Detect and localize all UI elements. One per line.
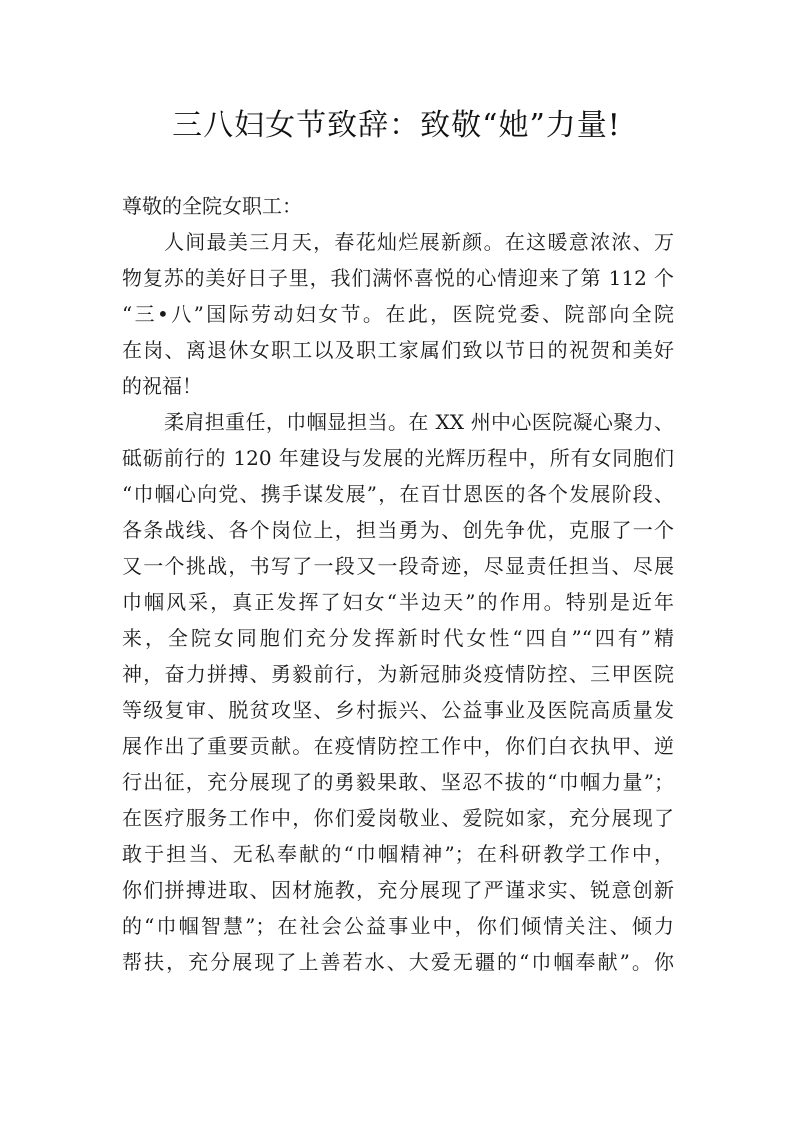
paragraph-line: 展作出了重要贡献。在疫情防控工作中，你们白衣执甲、逆: [122, 734, 674, 758]
document-title: 三八妇女节致辞：致敬“她”力量!: [172, 108, 621, 143]
paragraph-line: 在岗、离退休女职工以及职工家属们致以节日的祝贺和美好: [122, 338, 674, 362]
paragraph-line: 行出征，充分展现了的勇毅果敢、坚忍不拔的“巾帼力量”；: [122, 770, 674, 794]
paragraph-line: 帮扶，充分展现了上善若水、大爱无疆的“巾帼奉献”。你: [122, 950, 674, 974]
paragraph-line: “巾帼心向党、携手谋发展”，在百廿恩医的各个发展阶段、: [122, 482, 674, 506]
paragraph-line: 柔肩担重任，巾帼显担当。在 XX 州中心医院凝心聚力、: [164, 410, 674, 434]
paragraph-line: 敢于担当、无私奉献的“巾帼精神”；在科研教学工作中，: [122, 842, 674, 866]
paragraph-achievements: [122, 404, 674, 980]
paragraph-line: 人间最美三月天，春花灿烂展新颜。在这暖意浓浓、万: [164, 230, 674, 254]
paragraph-line: 物复苏的美好日子里，我们满怀喜悦的心情迎来了第 112 个: [122, 266, 674, 290]
paragraph-line: 来，全院女同胞们充分发挥新时代女性“四自”“四有”精: [122, 626, 674, 650]
paragraph-line: 神，奋力拼搏、勇毅前行，为新冠肺炎疫情防控、三甲医院: [122, 662, 674, 686]
paragraph-line: “三•八”国际劳动妇女节。在此，医院党委、院部向全院: [122, 302, 674, 326]
paragraph-line: 各条战线、各个岗位上，担当勇为、创先争优，克服了一个: [122, 518, 674, 542]
paragraph-line: 的祝福！: [122, 374, 202, 398]
salutation: 尊敬的全院女职工：: [122, 194, 302, 218]
paragraph-line: 巾帼风采，真正发挥了妇女“半边天”的作用。特别是近年: [122, 590, 674, 614]
paragraph-line: 的“巾帼智慧”；在社会公益事业中，你们倾情关注、倾力: [122, 914, 674, 938]
paragraph-greeting: [122, 224, 674, 404]
paragraph-line: 等级复审、脱贫攻坚、乡村振兴、公益事业及医院高质量发: [122, 698, 674, 722]
paragraph-line: 砥砺前行的 120 年建设与发展的光辉历程中，所有女同胞们: [122, 446, 674, 470]
paragraph-line: 又一个挑战，书写了一段又一段奇迹，尽显责任担当、尽展: [122, 554, 674, 578]
paragraph-line: 在医疗服务工作中，你们爱岗敬业、爱院如家，充分展现了: [122, 806, 674, 830]
paragraph-line: 你们拼搏进取、因材施教，充分展现了严谨求实、锐意创新: [122, 878, 674, 902]
document-body: [122, 188, 674, 980]
